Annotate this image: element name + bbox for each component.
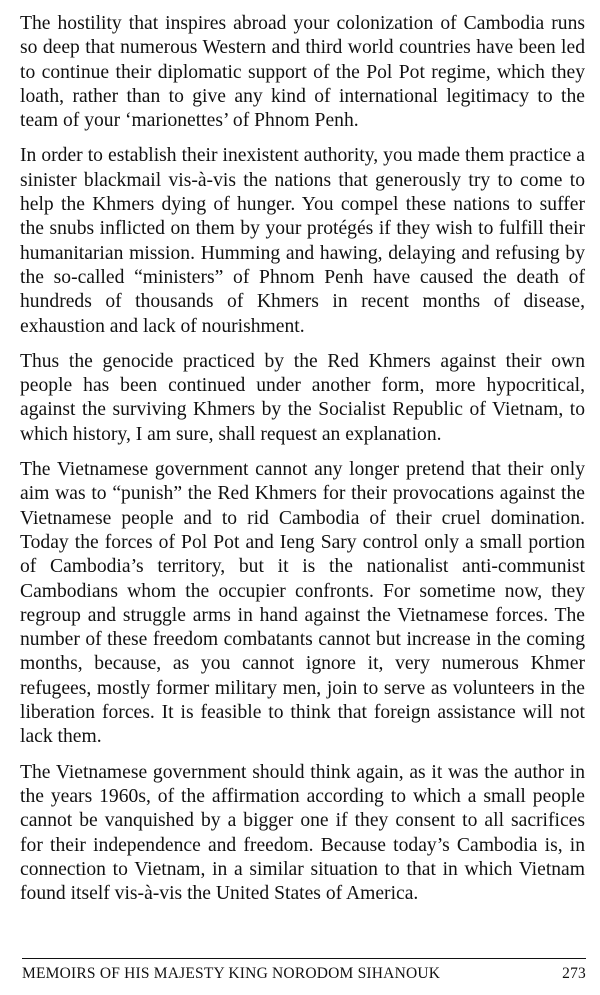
page-number: 273 — [562, 965, 586, 982]
page-footer — [22, 958, 586, 983]
paragraph-5: The Vietnamese government should think again, as it was the author in the years 1960s, of the affirmation according to which a small people cannot be vanquished by a bigger one if they consent to all sacrifices for their independence and freedom. Because today’s Cambodia is, in connection to Vietnam, in a similar situation to that in which Vietnam found itself vis-à-vis the United States of America. — [20, 761, 585, 905]
paragraph-1: The hostility that inspires abroad your colonization of Cambodia runs so deep that numerous Western and third world countries have been led to continue their diplomatic support of the Pol Pot regime, which they loath, rather than to give any kind of international legitimacy to the team of your ‘marionettes’ of Phnom Penh. — [20, 13, 585, 132]
paragraph-3: Thus the genocide practiced by the Red Khmers against their own people has been continued under another form, more hypocritical, against the surviving Khmers by the Socialist Republic of Vietnam, to which history, I am sure, shall request an explanation. — [20, 350, 585, 445]
page-body — [20, 12, 585, 917]
running-title: MEMOIRS OF HIS MAJESTY KING NORODOM SIHANOUK — [22, 965, 441, 982]
paragraph-2: In order to establish their inexistent authority, you made them practice a sinister blackmail vis-à-vis the nations that generously try to come to help the Khmers dying of hunger. You compel these nations to suffer the snubs inflicted on them by your protégés if they wish to fulfill their humanitarian mission. Humming and hawing, delaying and refusing by the so-called “ministers” of Phnom Penh have caused the death of hundreds of thousands of Khmers in recent months of disease, exhaustion and lack of nourishment. — [20, 145, 585, 337]
paragraph-4: The Vietnamese government cannot any longer pretend that their only aim was to “punish” the Red Khmers for their provocations against the Vietnamese people and to rid Cambodia of their cruel domination. Today the forces of Pol Pot and Ieng Sary control only a small portion of Cambodia’s territory, but it is the nationalist anti-communist Cambodians whom the occupier confronts. For sometime now, they regroup and struggle arms in hand against the Vietnamese forces. The number of these freedom combatants cannot but increase in the coming months, because, as you cannot ignore it, very numerous Khmer refugees, mostly former military men, join to serve as volunteers in the liberation forces. It is feasible to think that foreign assistance will not lack them. — [20, 459, 585, 748]
